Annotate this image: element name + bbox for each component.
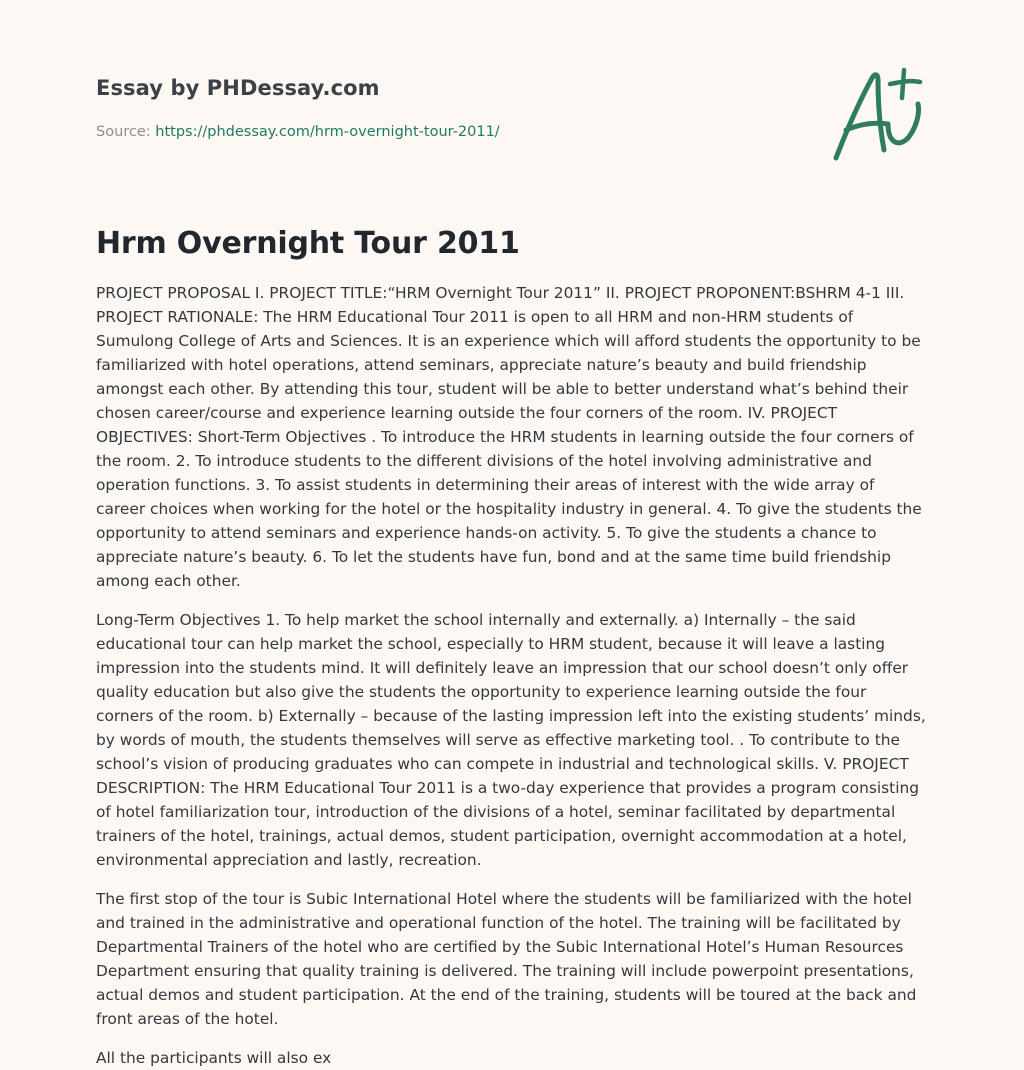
essay-body (96, 281, 928, 1070)
source-line (96, 124, 500, 140)
site-name: Essay by PHDessay.com (96, 76, 380, 100)
essay-paragraph: PROJECT PROPOSAL I. PROJECT TITLE:“HRM Overnight Tour 2011” II. PROJECT PROPONENT:BSHRM 4-1 III. PROJECT RATIONALE: The HRM Educational Tour 2011 is open to all HRM and non-HRM students of Sumulong College of Arts and Sciences. It is an experience which will afford students the opportunity to be familiarized with hotel operations, attend seminars, appreciate nature’s beauty and build friendship amongst each other. By attending this tour, student will be able to better understand what’s behind their chosen career/course and experience learning outside the four corners of the room. IV. PROJECT OBJECTIVES: Short-Term Objectives . To introduce the HRM students in learning outside the four corners of the room. 2. To introduce students to the different divisions of the hotel involving administrative and operation functions. 3. To assist students in determining their areas of interest with the wide array of career choices when working for the hotel or the hospitality industry in general. 4. To give the students the opportunity to attend seminars and experience hands-on activity. 5. To give the students a chance to appreciate nature’s beauty. 6. To let the students have fun, bond and at the same time build friendship among each other. (96, 284, 922, 590)
essay-paragraph: All the participants will also ex (96, 1049, 332, 1067)
source-label: Source: (96, 124, 156, 140)
essay-paragraph: The first stop of the tour is Subic International Hotel where the students will be familiarized with the hotel and trained in the administrative and operational function of the hotel. The training will be facilitated by Departmental Trainers of the hotel who are certified by the Subic International Hotel’s Human Resources Department ensuring that quality training is delivered. The training will include powerpoint presentations, actual demos and student participation. At the end of the training, students will be toured at the back and front areas of the hotel. (96, 890, 917, 1028)
page-header (96, 0, 928, 210)
essay-title: Hrm Overnight Tour 2011 (96, 226, 520, 261)
a-plus-logo-icon (828, 62, 932, 166)
essay-paragraph: Long-Term Objectives 1. To help market the school internally and externally. a) Internally – the said educational tour can help market the school, especially to HRM student, because it will leave a lasting impression into the students mind. It will definitely leave an impression that our school doesn’t only offer quality education but also give the students the opportunity to experience learning outside the four corners of the room. b) Externally – because of the lasting impression left into the existing students’ minds, by words of mouth, the students themselves will serve as effective marketing tool. . To contribute to the school’s vision of producing graduates who can compete in industrial and technological skills. V. PROJECT DESCRIPTION: The HRM Educational Tour 2011 is a two-day experience that provides a program consisting of hotel familiarization tour, introduction of the divisions of a hotel, seminar facilitated by departmental trainers of the hotel, trainings, actual demos, student participation, overnight accommodation at a hotel, environmental appreciation and lastly, recreation. (96, 611, 926, 869)
source-link[interactable]: https://phdessay.com/hrm-overnight-tour-2011/ (155, 124, 500, 140)
